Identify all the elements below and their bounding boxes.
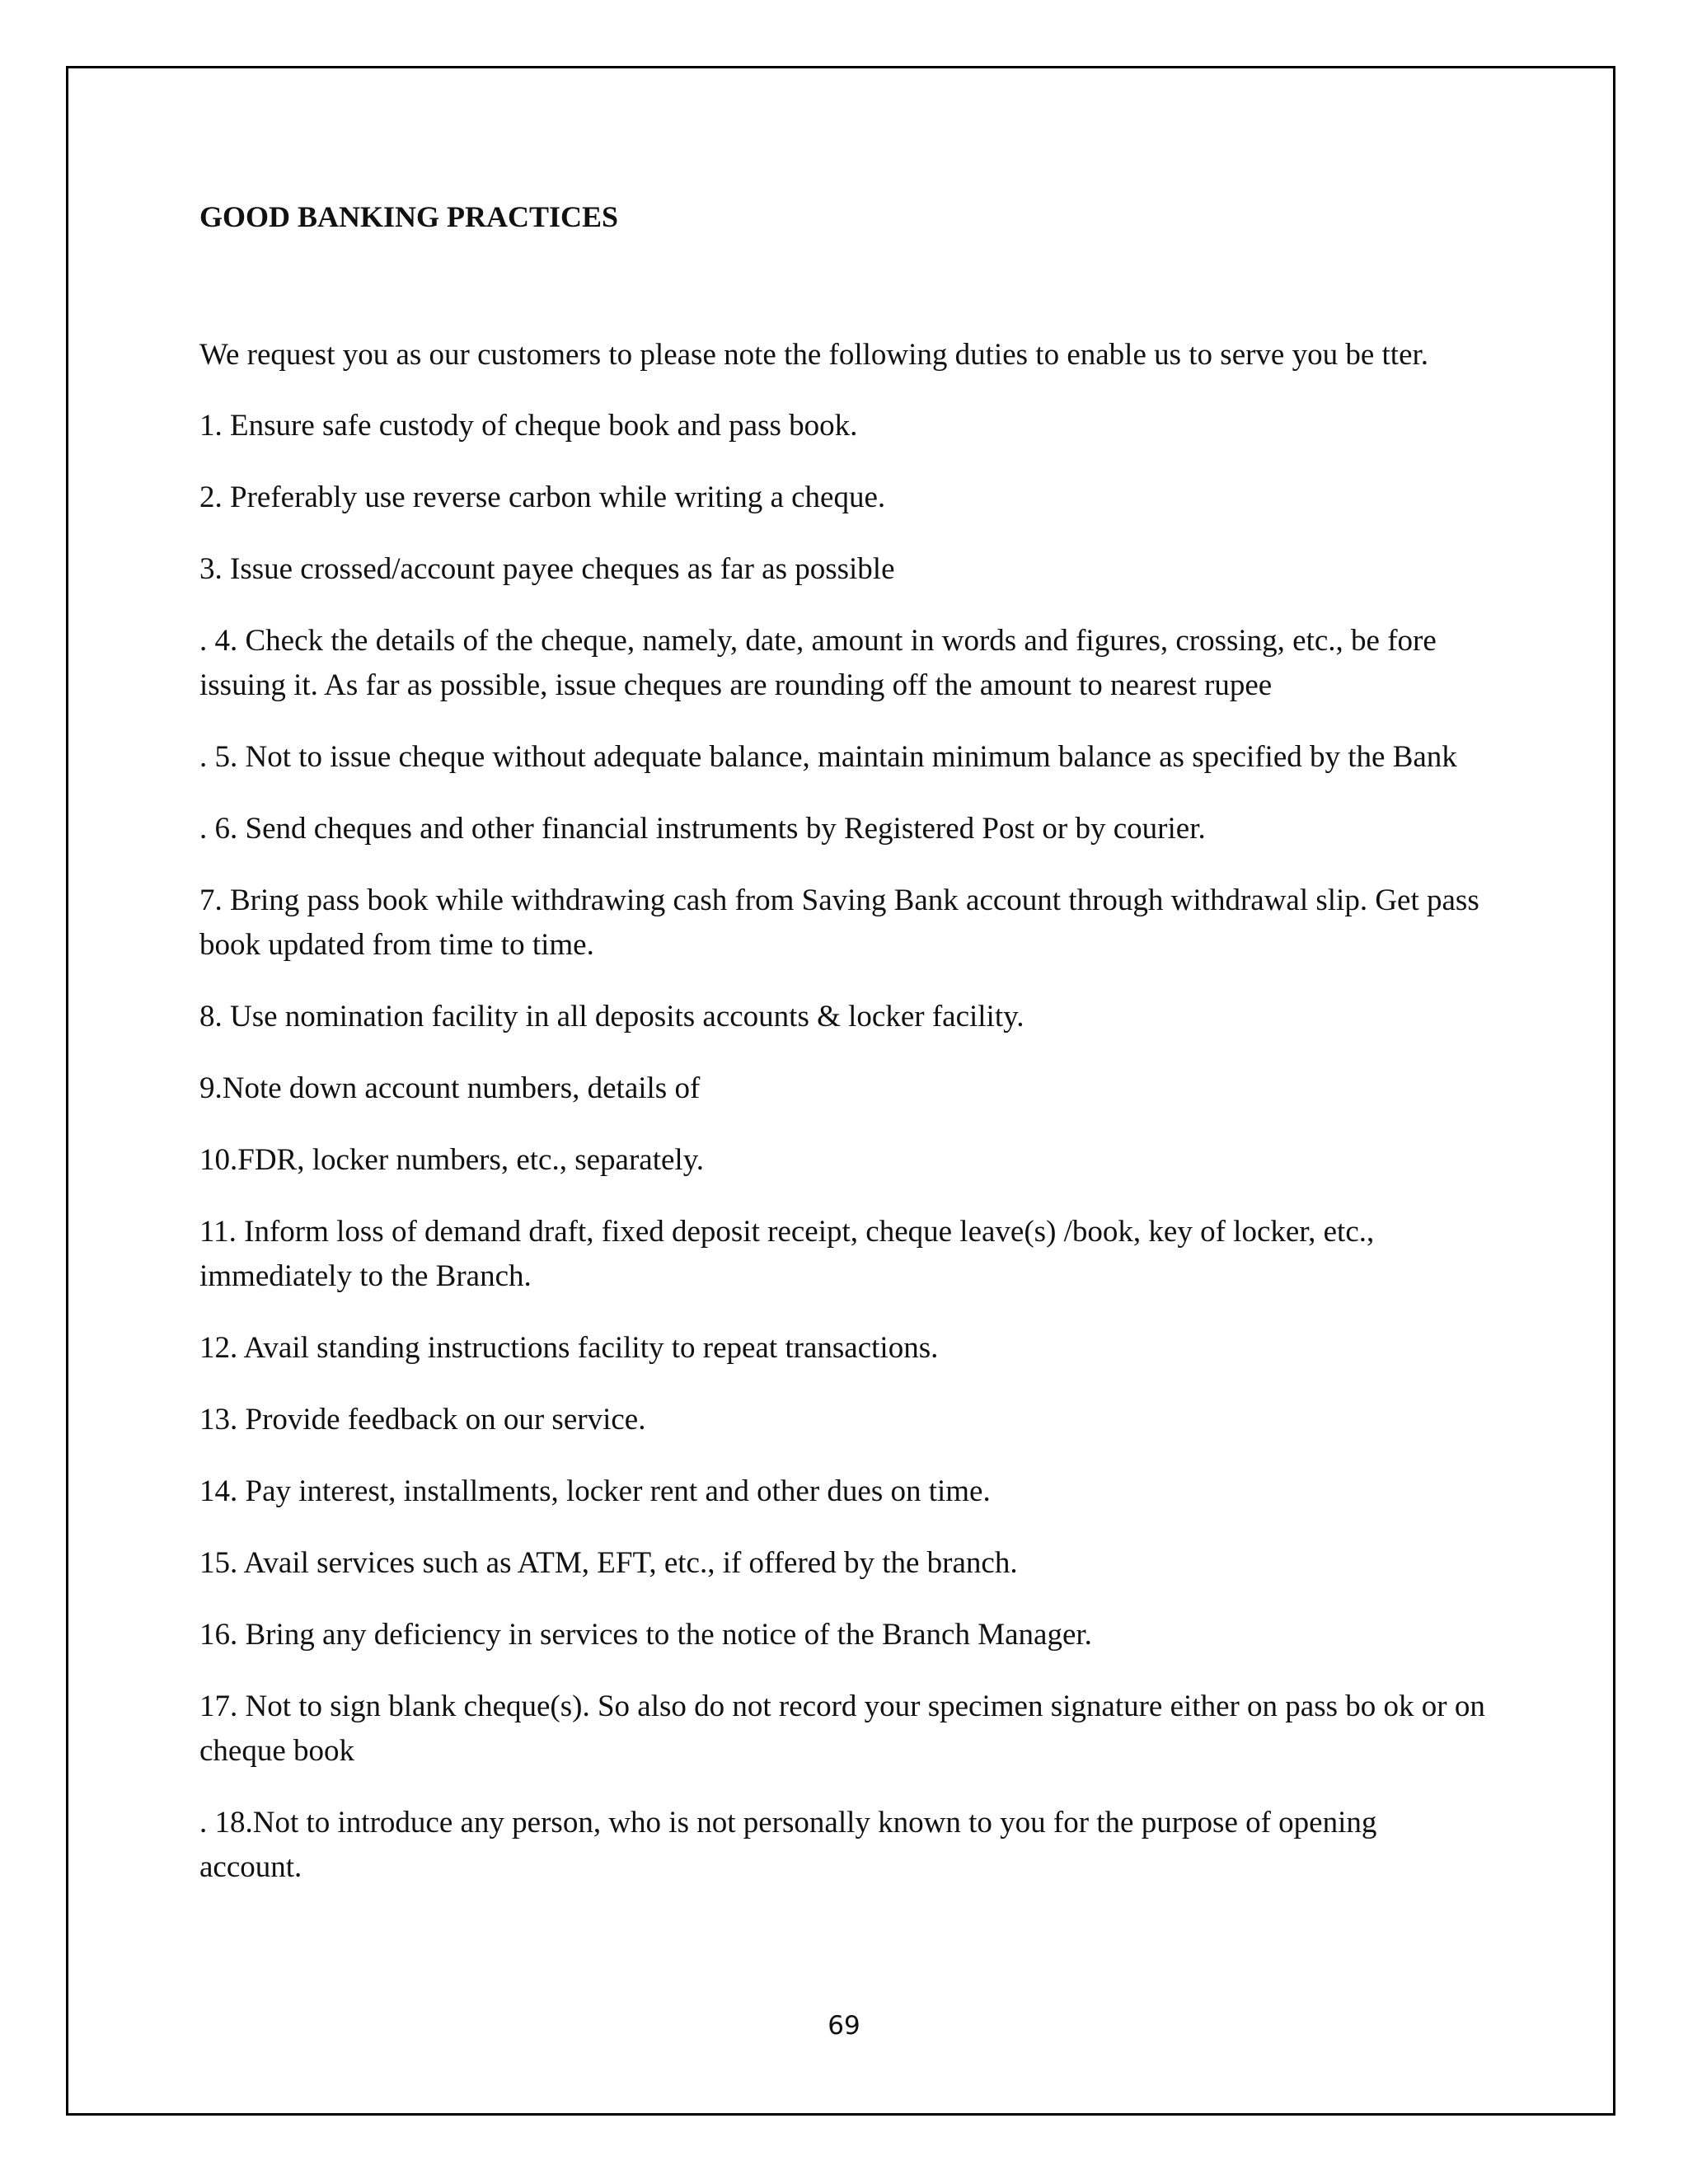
list-item: 15. Avail services such as ATM, EFT, etc., if offered by the branch. <box>199 1546 1018 1580</box>
list-item: . 18.Not to introduce any person, who is not personally known to you for the purpose of opening account. <box>199 1806 1377 1884</box>
list-item: 13. Provide feedback on our service. <box>199 1403 646 1436</box>
intro-paragraph: We request you as our customers to please note the following duties to enable us to serve you be tter. <box>199 338 1429 372</box>
document-body <box>199 194 1485 1917</box>
list-item: . 4. Check the details of the cheque, namely, date, amount in words and figures, crossing, etc., be fore issuing it. As far as possible, issue cheques are rounding off the amount to nearest rupee <box>199 624 1437 702</box>
list-item: 11. Inform loss of demand draft, fixed deposit receipt, cheque leave(s) /book, key of locker, etc., immediately to the Branch. <box>199 1215 1375 1293</box>
list-item: . 6. Send cheques and other financial instruments by Registered Post or by courier. <box>199 812 1206 846</box>
list-item: 7. Bring pass book while withdrawing cash from Saving Bank account through withdrawal slip. Get pass book updated from time to time. <box>199 883 1479 962</box>
list-item: 1. Ensure safe custody of cheque book and pass book. <box>199 409 858 443</box>
list-item: 16. Bring any deficiency in services to the notice of the Branch Manager. <box>199 1618 1092 1652</box>
list-item: . 5. Not to issue cheque without adequate balance, maintain minimum balance as specified by the Bank <box>199 740 1457 774</box>
list-item: 12. Avail standing instructions facility to repeat transactions. <box>199 1331 939 1365</box>
list-item: 3. Issue crossed/account payee cheques as far as possible <box>199 552 895 586</box>
list-item: 9.Note down account numbers, details of <box>199 1071 701 1105</box>
list-item: 10.FDR, locker numbers, etc., separately. <box>199 1143 705 1177</box>
list-item: 14. Pay interest, installments, locker rent and other dues on time. <box>199 1474 991 1508</box>
list-item: 17. Not to sign blank cheque(s). So also do not record your specimen signature either on pass bo ok or on cheque book <box>199 1690 1485 1768</box>
list-item: 8. Use nomination facility in all deposits accounts & locker facility. <box>199 1000 1025 1033</box>
list-item: 2. Preferably use reverse carbon while writing a cheque. <box>199 480 886 514</box>
page-title: GOOD BANKING PRACTICES <box>199 200 619 233</box>
page-number: 69 <box>828 2011 860 2041</box>
